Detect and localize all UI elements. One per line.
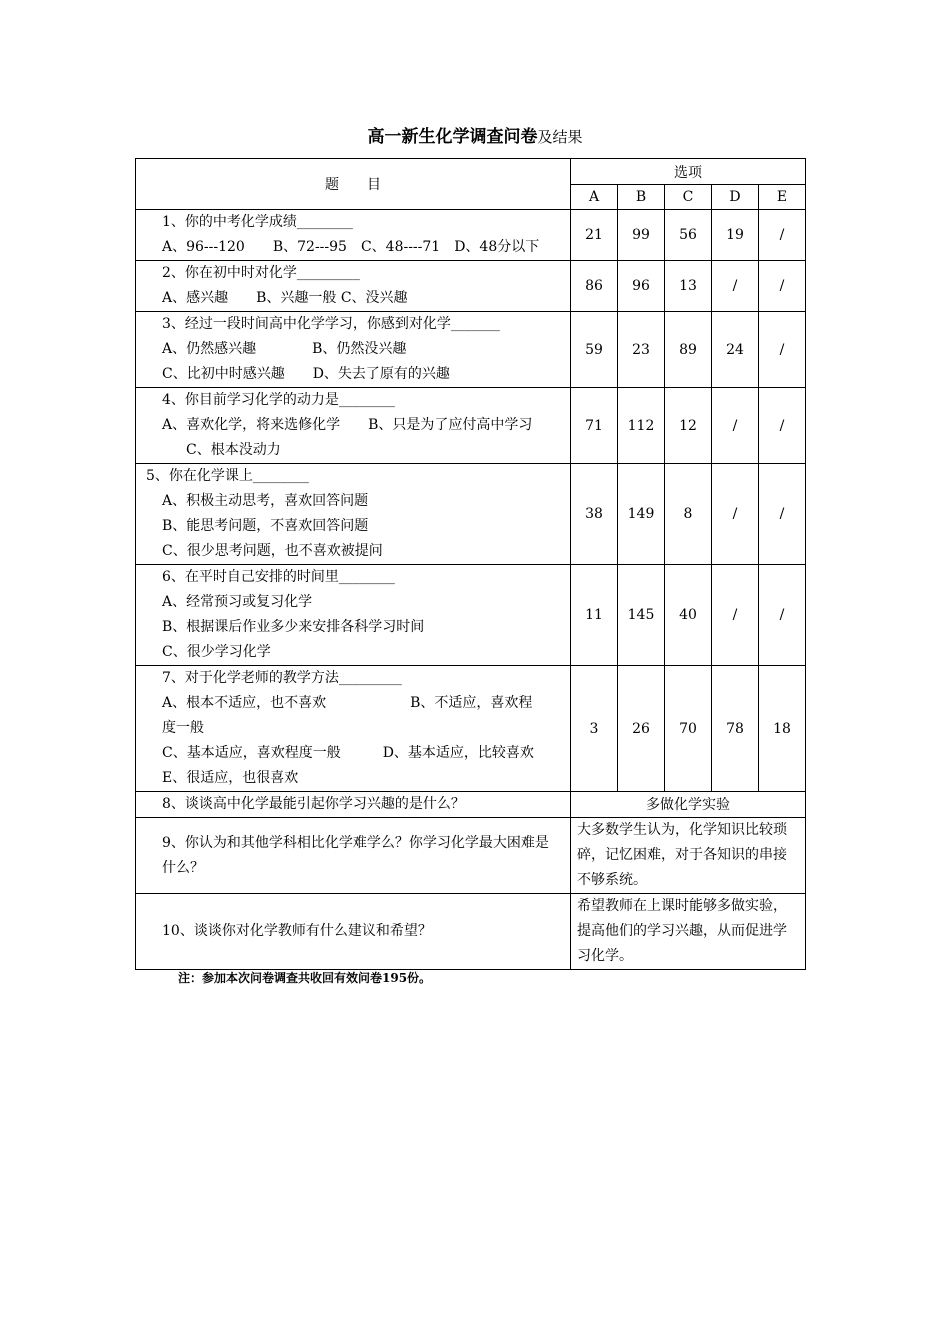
option-text: B、根据课后作业多少来安排各科学习时间: [162, 619, 425, 635]
count-c: 40: [665, 565, 712, 666]
question-text: 5、你在化学课上________: [146, 468, 309, 484]
question-text: 1、你的中考化学成绩________: [162, 214, 353, 230]
count-e: /: [759, 261, 806, 312]
question-cell: [136, 565, 571, 666]
question-text: 4、你目前学习化学的动力是________: [162, 392, 395, 408]
count-e: /: [759, 565, 806, 666]
header-col-e: E: [759, 185, 806, 210]
answer-cell: 大多数学生认为，化学知识比较琐碎，记忆困难，对于各知识的串接不够系统。: [571, 818, 806, 894]
table-row: [136, 565, 806, 666]
table-row: [136, 312, 806, 388]
question-cell: [136, 388, 571, 464]
count-b: 26: [618, 666, 665, 792]
document-title: [0, 124, 950, 150]
option-text: E、很适应，也很喜欢: [162, 770, 299, 786]
count-e: /: [759, 388, 806, 464]
count-e: /: [759, 312, 806, 388]
question-cell: [136, 261, 571, 312]
count-e: /: [759, 210, 806, 261]
count-a: 21: [571, 210, 618, 261]
count-e: 18: [759, 666, 806, 792]
survey-table: [135, 158, 806, 970]
count-c: 12: [665, 388, 712, 464]
question-text: 2、你在初中时对化学_________: [162, 265, 360, 281]
option-text: 度一般: [162, 720, 204, 736]
header-col-b: B: [618, 185, 665, 210]
option-text: A、仍然感兴趣 B、仍然没兴趣: [162, 341, 407, 357]
question-cell: [136, 464, 571, 565]
question-text: 7、对于化学老师的教学方法_________: [162, 670, 402, 686]
option-text: A、根本不适应，也不喜欢 B、不适应，喜欢程: [162, 695, 533, 711]
question-cell: [136, 792, 571, 818]
count-c: 8: [665, 464, 712, 565]
table-row: [136, 792, 806, 818]
table-row: [136, 388, 806, 464]
question-cell: [136, 894, 571, 970]
count-a: 71: [571, 388, 618, 464]
count-c: 89: [665, 312, 712, 388]
question-text: 8、谈谈高中化学最能引起你学习兴趣的是什么？: [162, 796, 465, 812]
answer-cell: 多做化学实验: [571, 792, 806, 818]
question-cell: [136, 210, 571, 261]
table-row: [136, 818, 806, 894]
count-b: 96: [618, 261, 665, 312]
header-col-a: A: [571, 185, 618, 210]
header-topic: 题 目: [136, 159, 571, 210]
option-text: B、能思考问题，不喜欢回答问题: [162, 518, 369, 534]
question-text: 10、谈谈你对化学教师有什么建议和希望？: [162, 923, 432, 939]
option-text: C、根本没动力: [186, 442, 281, 458]
count-e: /: [759, 464, 806, 565]
count-a: 59: [571, 312, 618, 388]
count-d: 19: [712, 210, 759, 261]
option-text: A、经常预习或复习化学: [162, 594, 313, 610]
count-c: 56: [665, 210, 712, 261]
option-text: C、很少思考问题，也不喜欢被提问: [162, 543, 383, 559]
table-row: [136, 464, 806, 565]
option-text: A、喜欢化学，将来选修化学 B、只是为了应付高中学习: [162, 417, 533, 433]
count-b: 99: [618, 210, 665, 261]
count-a: 86: [571, 261, 618, 312]
header-col-c: C: [665, 185, 712, 210]
count-a: 11: [571, 565, 618, 666]
count-b: 23: [618, 312, 665, 388]
question-text: 6、在平时自己安排的时间里________: [162, 569, 395, 585]
count-d: 24: [712, 312, 759, 388]
count-a: 3: [571, 666, 618, 792]
count-c: 70: [665, 666, 712, 792]
table-row: [136, 894, 806, 970]
option-text: A、感兴趣 B、兴趣一般 C、没兴趣: [162, 290, 408, 306]
count-b: 112: [618, 388, 665, 464]
count-d: 78: [712, 666, 759, 792]
option-text: A、96---120 B、72---95 C、48----71 D、48分以下: [162, 239, 540, 255]
option-text: C、基本适应，喜欢程度一般 D、基本适应，比较喜欢: [162, 745, 534, 761]
question-text: [142, 831, 558, 881]
option-text: C、比初中时感兴趣 D、失去了原有的兴趣: [162, 366, 450, 382]
count-d: /: [712, 565, 759, 666]
title-main: 高一新生化学调查问卷: [367, 127, 538, 147]
table-row: [136, 261, 806, 312]
table-row: [136, 210, 806, 261]
option-text: C、很少学习化学: [162, 644, 271, 660]
question-text: 3、经过一段时间高中化学学习，你感到对化学_______: [162, 316, 500, 332]
title-suffix: 及结果: [537, 128, 583, 146]
count-d: /: [712, 261, 759, 312]
count-d: /: [712, 464, 759, 565]
table-row: [136, 666, 806, 792]
count-b: 145: [618, 565, 665, 666]
question-cell: [136, 666, 571, 792]
count-a: 38: [571, 464, 618, 565]
header-col-d: D: [712, 185, 759, 210]
header-options: 选项: [571, 159, 806, 185]
question-cell: [136, 818, 571, 894]
count-d: /: [712, 388, 759, 464]
footnote: 注：参加本次问卷调查共收回有效问卷195份。: [178, 971, 432, 985]
count-b: 149: [618, 464, 665, 565]
option-text: A、积极主动思考，喜欢回答问题: [162, 493, 369, 509]
question-text-span: 9、你认为和其他学科相比化学难学么？你学习化学最大困难是什么？: [162, 834, 549, 876]
answer-cell: 希望教师在上课时能够多做实验，提高他们的学习兴趣，从而促进学习化学。: [571, 894, 806, 970]
question-cell: [136, 312, 571, 388]
count-c: 13: [665, 261, 712, 312]
